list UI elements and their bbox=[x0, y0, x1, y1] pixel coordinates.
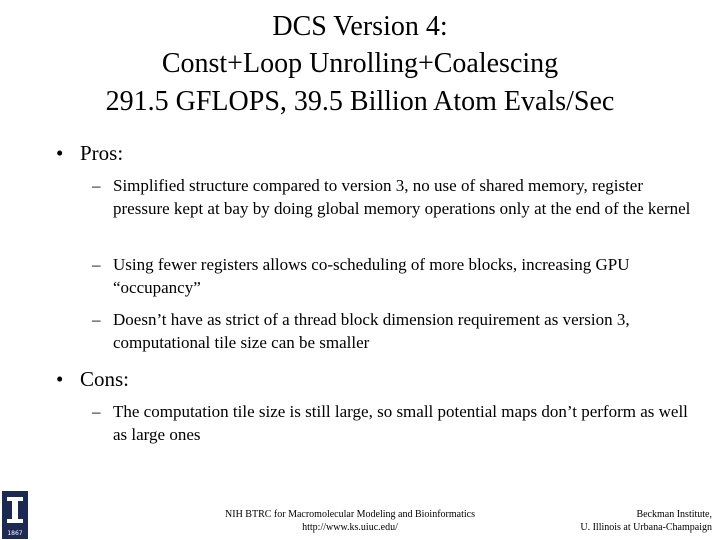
slide-title-line-1: DCS Version 4: bbox=[272, 11, 448, 42]
footer-center-line-2: http://www.ks.uiuc.edu/ bbox=[302, 522, 398, 533]
pros-item-text: Simplified structure compared to version 3, no use of shared memory, register pressure kept at bay by doing global memory operations only at the end of the kernel bbox=[113, 176, 691, 218]
pros-item-text: Using fewer registers allows co-scheduling of more blocks, increasing GPU “occupancy” bbox=[113, 255, 630, 297]
cons-heading bbox=[56, 367, 129, 391]
illinois-logo-icon bbox=[2, 491, 28, 539]
pros-item-text: Doesn’t have as strict of a thread block dimension requirement as version 3, computational tile size can be smaller bbox=[113, 310, 630, 352]
bullet-icon: • bbox=[56, 141, 64, 165]
pros-heading-text: Pros: bbox=[80, 141, 124, 165]
pros-item bbox=[92, 308, 692, 354]
cons-heading-text: Cons: bbox=[80, 367, 130, 391]
dash-icon: – bbox=[92, 176, 101, 195]
footer-center bbox=[200, 508, 500, 534]
dash-icon: – bbox=[92, 402, 101, 421]
pros-heading bbox=[56, 141, 123, 165]
pros-item bbox=[92, 174, 692, 220]
footer-right-line-1: Beckman Institute, bbox=[636, 509, 712, 520]
slide-title-line-2: Const+Loop Unrolling+Coalescing bbox=[161, 48, 559, 79]
bullet-icon: • bbox=[56, 367, 64, 391]
logo-year: 1867 bbox=[7, 530, 23, 537]
footer-right-line-2: U. Illinois at Urbana-Champaign bbox=[580, 522, 712, 533]
slide-title-line-3: 291.5 GFLOPS, 39.5 Billion Atom Evals/Sec bbox=[105, 86, 615, 117]
cons-item bbox=[92, 400, 692, 446]
dash-icon: – bbox=[92, 310, 101, 329]
footer-center-line-1: NIH BTRC for Macromolecular Modeling and Bioinformatics bbox=[225, 509, 475, 520]
dash-icon: – bbox=[92, 255, 101, 274]
cons-item-text: The computation tile size is still large, so small potential maps don’t perform as well as large ones bbox=[113, 402, 688, 444]
footer-right bbox=[512, 508, 712, 534]
pros-item bbox=[92, 253, 692, 299]
